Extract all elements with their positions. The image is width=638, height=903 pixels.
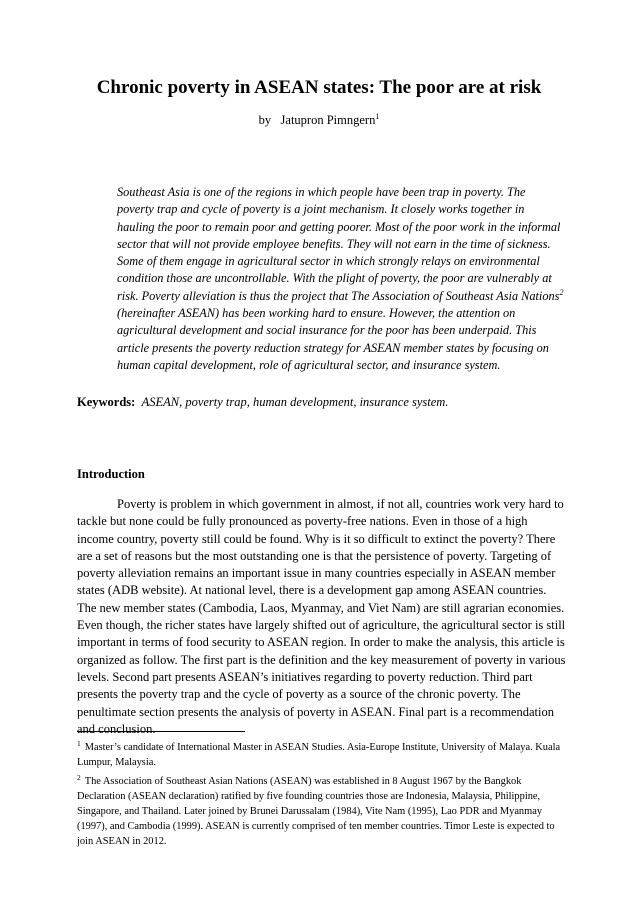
paper-title: Chronic poverty in ASEAN states: The poor are at risk <box>96 77 542 98</box>
section-heading-introduction: Introduction <box>77 467 145 481</box>
abstract <box>117 184 564 374</box>
keywords-list: ASEAN, poverty trap, human development, insurance system. <box>141 395 449 409</box>
author-name: Jatupron Pimngern <box>280 113 376 127</box>
abstract-footnote-mark[interactable]: 2 <box>559 287 564 297</box>
keywords <box>77 394 577 410</box>
footnote-2-text: The Association of Southeast Asian Nations (ASEAN) was established in 8 August 1967 by the Bangkok Declaration (ASEAN declaration) ratified by five founding countries those are Indonesia, Malaysia, Philippine, Singapore, and Thailand. Later joined by Brunei Darussalam (1984), Vite Nam (1995), Lao PDR and Myanmay (1997), and Cambodia (1999). ASEAN is currently comprised of ten member countries. Timor Leste is expected to join ASEAN in 2012. <box>77 776 555 847</box>
footnote-divider <box>77 731 245 732</box>
footnote-1-text: Master’s candidate of International Master in ASEAN Studies. Asia-Europe Institute, University of Malaya. Kuala Lumpur, Malaysia. <box>77 742 561 768</box>
footnote-2-mark: 2 <box>77 772 81 782</box>
footnote-1-mark: 1 <box>77 738 81 748</box>
byline-prefix: by <box>258 113 272 127</box>
abstract-text-part2: (hereinafter ASEAN) has been working hard to ensure. However, the attention on agricultural development and social insurance for the poor has been underpaid. This article presents the poverty reduction strategy for ASEAN member states by focusing on human capital development, role of agricultural sector, and insurance system. <box>117 306 549 372</box>
author-footnote-mark[interactable]: 1 <box>375 111 380 121</box>
footnote-2 <box>77 774 572 849</box>
introduction-paragraph: Poverty is problem in which government in almost, if not all, countries work very hard to tackle but none could be fully pronounced as poverty-free nations. Even in those of a high income country, poverty still could be found. Why is it so difficult to extinct the poverty? There are a set of reasons but the most outstanding one is that the persistence of poverty. Targeting of poverty alleviation remains an important issue in many countries especially in ASEAN member states (ADB website). At national level, there is a development gap among ASEAN countries. The new member states (Cambodia, Laos, Myanmay, and Viet Nam) are still agrarian economies. Even though, the richer states have largely shifted out of agriculture, the agricultural sector is still important in terms of food security to ASEAN region. In order to make the analysis, this article is organized as follow. The first part is the definition and the key measurement of poverty in various levels. Second part presents ASEAN’s initiatives regarding to poverty reduction. Third part presents the poverty trap and the cycle of poverty as a source of the chronic poverty. The penultimate section presents the analysis of poverty in ASEAN. Final part is a recommendation and conclusion. <box>77 497 566 736</box>
footnote-1 <box>77 740 572 770</box>
keywords-label: Keywords: <box>77 395 136 409</box>
abstract-text-part1: Southeast Asia is one of the regions in which people have been trap in poverty. The poverty trap and cycle of poverty is a joint mechanism. It closely works together in hauling the poor to remain poor and getting poorer. Most of the poor work in the informal sector that will not provide employee benefits. They will not earn in the time of sickness. Some of them engage in agricultural sector in which strongly relays on environmental condition those are uncontrollable. With the plight of poverty, the poor are vulnerably at risk. Poverty alleviation is thus the project that The Association of Southeast Asia Nations <box>117 185 561 303</box>
byline <box>60 112 578 128</box>
